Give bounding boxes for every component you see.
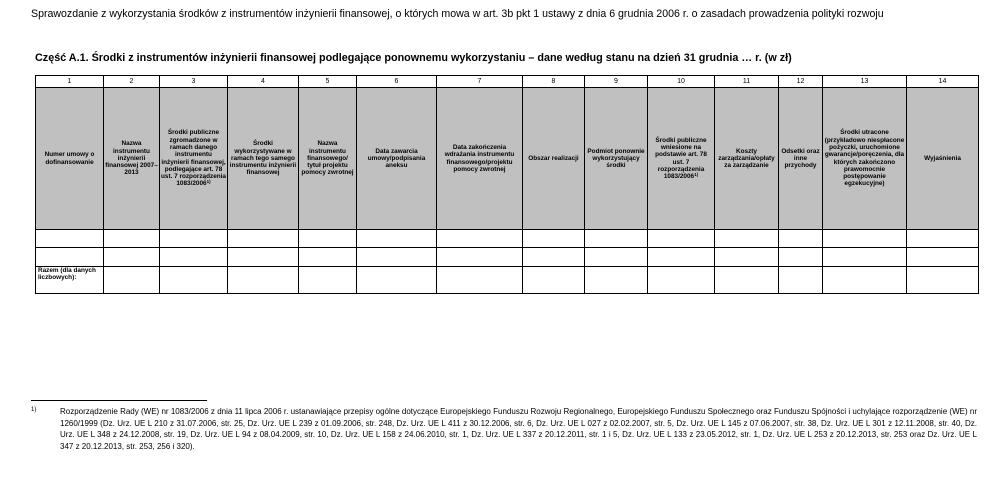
column-number: 14 bbox=[907, 76, 979, 88]
total-label: Razem (dla danych liczbowych): bbox=[36, 267, 104, 294]
table-cell[interactable] bbox=[715, 248, 779, 267]
column-number: 1 bbox=[36, 76, 104, 88]
footnote-marker: 1) bbox=[31, 407, 37, 413]
table-cell[interactable] bbox=[104, 248, 160, 267]
table-cell[interactable] bbox=[357, 267, 437, 294]
table-cell[interactable] bbox=[907, 230, 979, 248]
table-cell[interactable] bbox=[779, 230, 823, 248]
header-public-funds-collected bbox=[160, 88, 228, 230]
header-agreement-number: Numer umowy o dofinansowanie bbox=[36, 88, 104, 230]
table-cell[interactable] bbox=[160, 267, 228, 294]
table-cell[interactable] bbox=[585, 248, 648, 267]
table-cell[interactable] bbox=[585, 267, 648, 294]
header-financial-instrument-name: Nazwa instrumentu finansowego/ tytuł projektu pomocy zwrotnej bbox=[299, 88, 357, 230]
table-cell[interactable] bbox=[228, 248, 299, 267]
table-cell[interactable] bbox=[648, 248, 715, 267]
table-cell[interactable] bbox=[299, 267, 357, 294]
column-number: 5 bbox=[299, 76, 357, 88]
column-number: 4 bbox=[228, 76, 299, 88]
table-cell[interactable] bbox=[437, 230, 523, 248]
table-cell[interactable] bbox=[104, 267, 160, 294]
table-cell[interactable] bbox=[357, 230, 437, 248]
table-cell[interactable] bbox=[907, 267, 979, 294]
column-number: 11 bbox=[715, 76, 779, 88]
table-cell[interactable] bbox=[715, 230, 779, 248]
column-number: 2 bbox=[104, 76, 160, 88]
table-cell[interactable] bbox=[36, 230, 104, 248]
header-explanations: Wyjaśnienia bbox=[907, 88, 979, 230]
column-number: 13 bbox=[823, 76, 907, 88]
column-number: 7 bbox=[437, 76, 523, 88]
header-public-funds-contributed bbox=[648, 88, 715, 230]
footnote-divider bbox=[31, 400, 207, 401]
table-cell[interactable] bbox=[104, 230, 160, 248]
column-number: 8 bbox=[523, 76, 585, 88]
footnote-reference: 1) bbox=[206, 179, 211, 185]
header-lost-funds: Środki utracone (przykładowo niespłacone pożyczki, uruchomione gwarancje/poręczenia, dla których zakończono prawomocnie postępowanie egzekucyjne) bbox=[823, 88, 907, 230]
table-cell[interactable] bbox=[823, 248, 907, 267]
column-number: 6 bbox=[357, 76, 437, 88]
header-end-date: Data zakończenia wdrażania instrumentu finansowego/projektu pomocy zwrotnej bbox=[437, 88, 523, 230]
table-row bbox=[36, 248, 979, 267]
table-cell[interactable] bbox=[437, 248, 523, 267]
header-funds-used: Środki wykorzystywane w ramach tego samego instrumentu inżynierii finansowej bbox=[228, 88, 299, 230]
table-cell[interactable] bbox=[160, 248, 228, 267]
column-number: 9 bbox=[585, 76, 648, 88]
table-cell[interactable] bbox=[779, 267, 823, 294]
column-number-row bbox=[36, 76, 979, 88]
table-cell[interactable] bbox=[523, 248, 585, 267]
column-header-row bbox=[36, 88, 979, 230]
table-cell[interactable] bbox=[357, 248, 437, 267]
table-cell[interactable] bbox=[823, 267, 907, 294]
report-table bbox=[35, 75, 979, 294]
report-title: Sprawozdanie z wykorzystania środków z instrumentów inżynierii finansowej, o których mowa w art. 3b pkt 1 ustawy z dnia 6 grudnia 2006 r. o zasadach prowadzenia polityki rozwoju bbox=[31, 8, 884, 20]
table-cell[interactable] bbox=[437, 267, 523, 294]
header-management-costs: Koszty zarządzania/opłaty za zarządzanie bbox=[715, 88, 779, 230]
table-cell[interactable] bbox=[36, 248, 104, 267]
table-cell[interactable] bbox=[585, 230, 648, 248]
table-cell[interactable] bbox=[228, 267, 299, 294]
table-cell[interactable] bbox=[523, 267, 585, 294]
footnote-reference: 1) bbox=[694, 172, 699, 178]
total-row bbox=[36, 267, 979, 294]
table-row bbox=[36, 230, 979, 248]
column-number: 10 bbox=[648, 76, 715, 88]
header-instrument-name: Nazwa instrumentu inżynierii finansowej 2007–2013 bbox=[104, 88, 160, 230]
footnote-text: Rozporządzenie Rady (WE) nr 1083/2006 z dnia 11 lipca 2006 r. ustanawiające przepisy ogólne dotyczące Europejskiego Funduszu Rozwoju Regionalnego, Europejskiego Funduszu Społecznego oraz Funduszu Spójności i uchylające rozporządzenie (WE) nr 1260/1999 (Dz. Urz. UE L 210 z 31.07.2006, str. 25, Dz. Urz. UE L 239 z 01.09.2006, str. 248, Dz. Urz. UE L 411 z 30.12.2006, str. 6, Dz. Urz. UE L 027 z 02.02.2007, str. 5, Dz. Urz. UE L 145 z 07.06.2007, str. 38, Dz. Urz. UE L 301 z 12.11.2008, str. 40, Dz. Urz. UE L 348 z 24.12.2008, str. 19, Dz. Urz. UE L 94 z 08.04.2009, str. 10, Dz. Urz. UE L 158 z 24.06.2010, str. 1, Dz. Urz. UE L 337 z 20.12.2011, str. 1 i 5, Dz. Urz. UE L 133 z 23.05.2012, str. 1, Dz. Urz. UE L 253 z 20.12.2013, str. 253 oraz Dz. Urz. UE L 347 z 20.12.2013, str. 253, 256 i 320). bbox=[60, 407, 977, 451]
table-cell[interactable] bbox=[523, 230, 585, 248]
table-cell[interactable] bbox=[648, 230, 715, 248]
column-number: 12 bbox=[779, 76, 823, 88]
header-agreement-date: Data zawarcia umowy/podpisania aneksu bbox=[357, 88, 437, 230]
header-public-funds-contributed-text: Środki publiczne wniesione na podstawie art. 78 ust. 7 rozporządzenia 1083/2006 bbox=[655, 136, 707, 181]
section-title: Część A.1. Środki z instrumentów inżynierii finansowej podlegające ponownemu wykorzystaniu – dane według stanu na dzień 31 grudnia … r. (w zł) bbox=[35, 52, 792, 64]
table-cell[interactable] bbox=[779, 248, 823, 267]
table-cell[interactable] bbox=[823, 230, 907, 248]
table-cell[interactable] bbox=[907, 248, 979, 267]
header-reusing-entity: Podmiot ponownie wykorzystujący środki bbox=[585, 88, 648, 230]
header-implementation-area: Obszar realizacji bbox=[523, 88, 585, 230]
table-cell[interactable] bbox=[228, 230, 299, 248]
header-interest-income: Odsetki oraz inne przychody bbox=[779, 88, 823, 230]
table-cell[interactable] bbox=[299, 230, 357, 248]
column-number: 3 bbox=[160, 76, 228, 88]
table-cell[interactable] bbox=[715, 267, 779, 294]
header-public-funds-collected-text: Środki publiczne zgromadzone w ramach danego instrumentu inżynierii finansowej, podlegające art. 78 ust. 7 rozporządzenia 1083/2006 bbox=[161, 129, 226, 188]
table-cell[interactable] bbox=[160, 230, 228, 248]
table-cell[interactable] bbox=[648, 267, 715, 294]
table-cell[interactable] bbox=[299, 248, 357, 267]
